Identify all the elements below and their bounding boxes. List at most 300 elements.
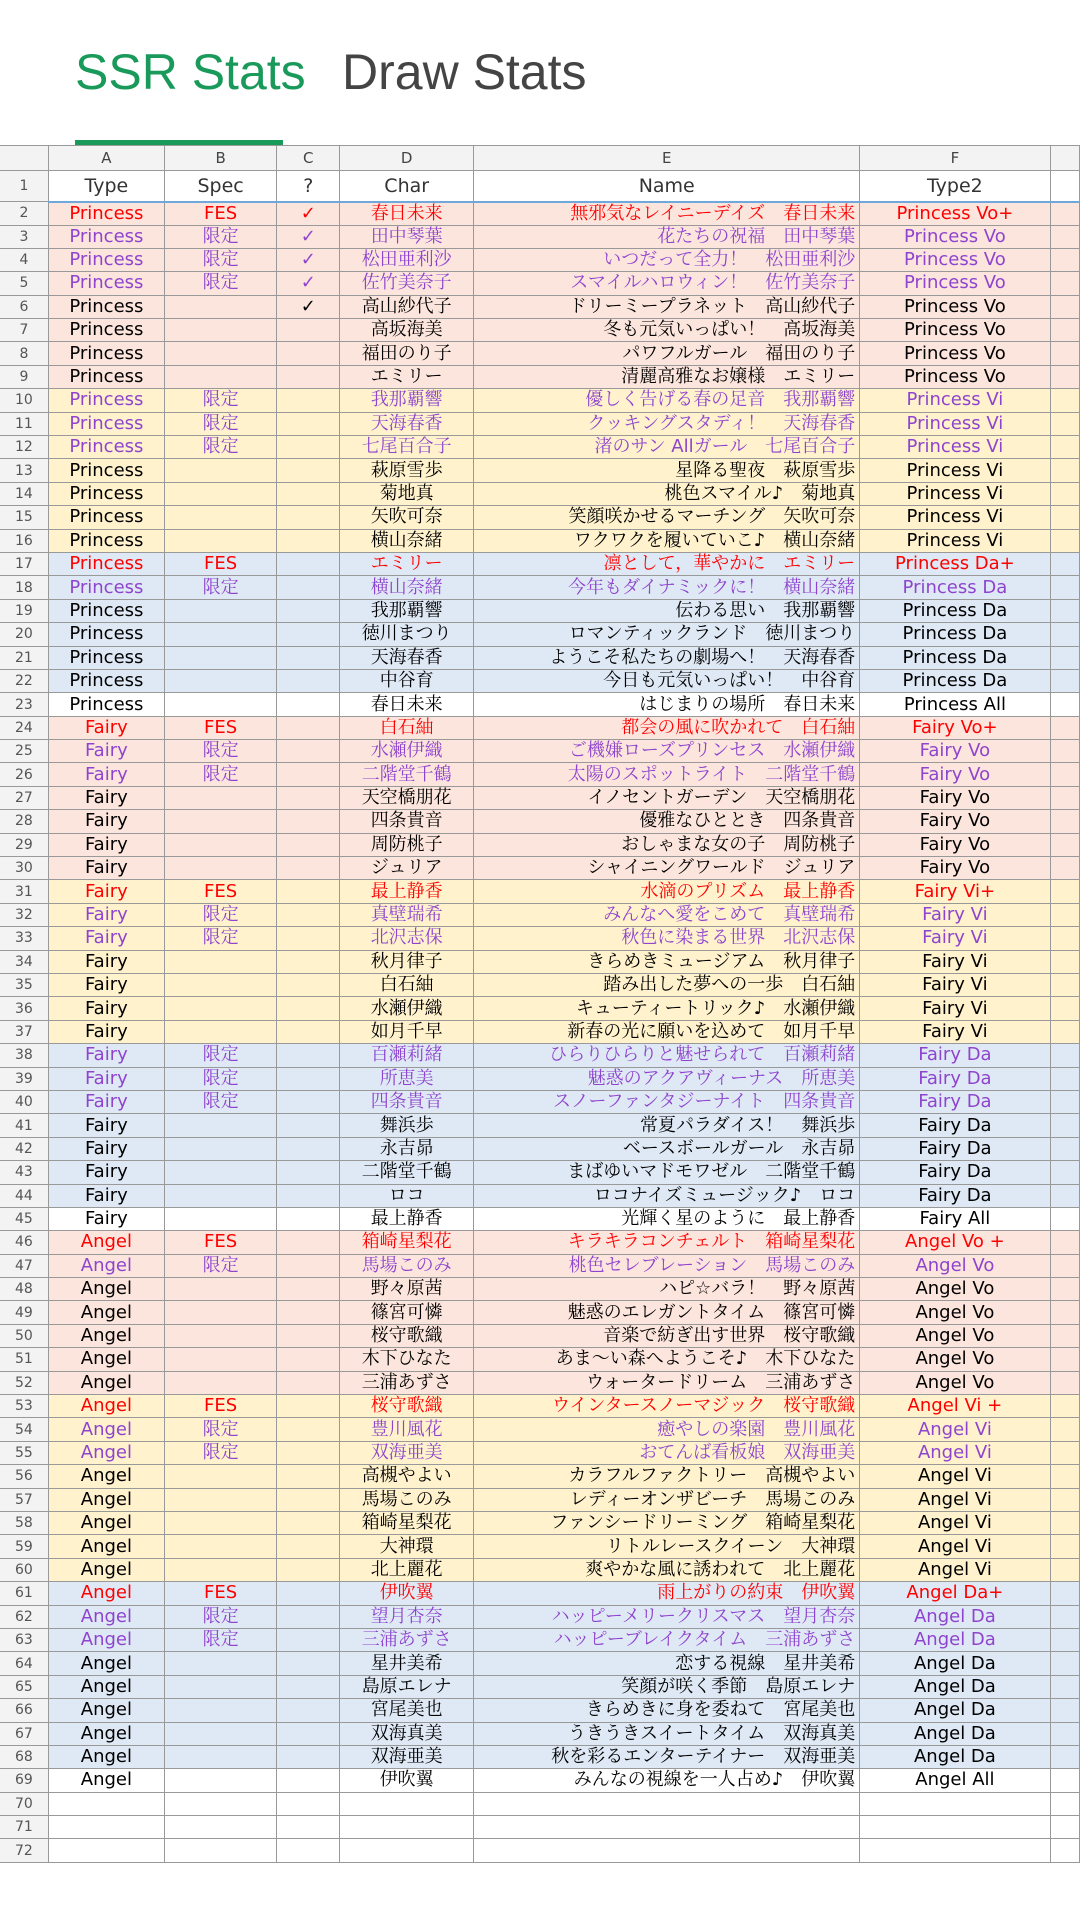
check-cell[interactable] — [277, 786, 340, 809]
type-cell[interactable]: Fairy — [48, 1184, 164, 1207]
row-number[interactable]: 72 — [0, 1839, 48, 1862]
name-cell[interactable]: 太陽のスポットライト 二階堂千鶴 — [474, 763, 860, 786]
name-cell[interactable]: 冬も元気いっぱい！ 高坂海美 — [474, 319, 860, 342]
char-cell[interactable]: 島原エレナ — [340, 1675, 474, 1698]
type2-cell[interactable]: Fairy Vi — [860, 974, 1050, 997]
type2-cell[interactable]: Fairy Vi — [860, 1020, 1050, 1043]
empty-cell[interactable] — [1050, 997, 1079, 1020]
row-number[interactable]: 55 — [0, 1441, 48, 1464]
column-header-extra[interactable] — [1050, 146, 1079, 170]
type-cell[interactable]: Fairy — [48, 1207, 164, 1230]
check-cell[interactable] — [277, 1722, 340, 1745]
spec-cell[interactable] — [164, 810, 276, 833]
type-cell[interactable]: Princess — [48, 623, 164, 646]
char-cell[interactable]: 天空橋朋花 — [340, 786, 474, 809]
spec-cell[interactable] — [164, 1184, 276, 1207]
name-cell[interactable]: カラフルファクトリー 高槻やよい — [474, 1465, 860, 1488]
type2-cell[interactable]: Princess All — [860, 693, 1050, 716]
row-number[interactable]: 29 — [0, 833, 48, 856]
empty-cell[interactable] — [1050, 1044, 1079, 1067]
char-cell[interactable]: 木下ひなた — [340, 1348, 474, 1371]
empty-cell[interactable] — [1050, 506, 1079, 529]
check-cell[interactable] — [277, 319, 340, 342]
empty-cell[interactable] — [277, 1839, 340, 1862]
char-cell[interactable]: 舞浜歩 — [340, 1114, 474, 1137]
type2-cell[interactable]: Fairy Vo — [860, 810, 1050, 833]
char-cell[interactable]: 双海亜美 — [340, 1745, 474, 1768]
name-cell[interactable]: 笑顔が咲く季節 島原エレナ — [474, 1675, 860, 1698]
empty-cell[interactable] — [1050, 693, 1079, 716]
type-cell[interactable]: Angel — [48, 1301, 164, 1324]
check-cell[interactable] — [277, 1044, 340, 1067]
spec-cell[interactable]: FES — [164, 1395, 276, 1418]
empty-cell[interactable] — [1050, 319, 1079, 342]
name-cell[interactable]: 爽やかな風に誘われて 北上麗花 — [474, 1558, 860, 1581]
empty-cell[interactable] — [1050, 1020, 1079, 1043]
empty-cell[interactable] — [1050, 1301, 1079, 1324]
spec-cell[interactable]: FES — [164, 552, 276, 575]
char-cell[interactable]: 箱崎星梨花 — [340, 1231, 474, 1254]
name-cell[interactable]: 凛として，華やかに エミリー — [474, 552, 860, 575]
row-number[interactable]: 20 — [0, 623, 48, 646]
char-cell[interactable]: 秋月律子 — [340, 950, 474, 973]
char-cell[interactable]: 矢吹可奈 — [340, 506, 474, 529]
row-number[interactable]: 25 — [0, 740, 48, 763]
name-cell[interactable]: 秋色に染まる世界 北沢志保 — [474, 927, 860, 950]
check-cell[interactable] — [277, 1488, 340, 1511]
char-cell[interactable]: 北沢志保 — [340, 927, 474, 950]
empty-cell[interactable] — [1050, 950, 1079, 973]
type-cell[interactable]: Angel — [48, 1699, 164, 1722]
spec-cell[interactable]: 限定 — [164, 436, 276, 459]
check-cell[interactable] — [277, 599, 340, 622]
empty-cell[interactable] — [1050, 716, 1079, 739]
empty-cell[interactable] — [1050, 1254, 1079, 1277]
type2-cell[interactable]: Fairy Vo+ — [860, 716, 1050, 739]
char-cell[interactable]: 三浦あずさ — [340, 1628, 474, 1651]
row-number[interactable]: 32 — [0, 903, 48, 926]
char-cell[interactable]: 松田亜利沙 — [340, 248, 474, 271]
spreadsheet[interactable] — [0, 145, 1080, 1921]
check-cell[interactable] — [277, 202, 340, 226]
name-cell[interactable]: 無邪気なレイニーデイズ 春日未来 — [474, 202, 860, 226]
type-cell[interactable]: Princess — [48, 482, 164, 505]
char-cell[interactable]: 横山奈緒 — [340, 529, 474, 552]
char-cell[interactable]: 大神環 — [340, 1535, 474, 1558]
spec-cell[interactable] — [164, 1207, 276, 1230]
empty-cell[interactable] — [1050, 295, 1079, 318]
row-number[interactable]: 4 — [0, 248, 48, 271]
name-cell[interactable]: 水滴のプリズム 最上静香 — [474, 880, 860, 903]
row-number[interactable]: 26 — [0, 763, 48, 786]
row-number[interactable]: 46 — [0, 1231, 48, 1254]
spec-cell[interactable] — [164, 1699, 276, 1722]
name-cell[interactable]: うきうきスイートタイム 双海真美 — [474, 1722, 860, 1745]
name-cell[interactable]: ご機嫌ローズプリンセス 水瀬伊織 — [474, 740, 860, 763]
name-cell[interactable]: 花たちの祝福 田中琴葉 — [474, 225, 860, 248]
char-cell[interactable]: 伊吹翼 — [340, 1769, 474, 1792]
empty-cell[interactable] — [1050, 1535, 1079, 1558]
type-cell[interactable]: Angel — [48, 1231, 164, 1254]
empty-cell[interactable] — [164, 1792, 276, 1815]
type-cell[interactable]: Angel — [48, 1745, 164, 1768]
empty-cell[interactable] — [1050, 623, 1079, 646]
empty-cell[interactable] — [1050, 365, 1079, 388]
row-number[interactable]: 14 — [0, 482, 48, 505]
type-cell[interactable]: Fairy — [48, 1161, 164, 1184]
type2-cell[interactable]: Princess Vi — [860, 412, 1050, 435]
row-number[interactable]: 23 — [0, 693, 48, 716]
name-cell[interactable]: 優しく告げる春の足音 我那覇響 — [474, 389, 860, 412]
type2-cell[interactable]: Angel Da — [860, 1745, 1050, 1768]
type2-cell[interactable]: Fairy Da — [860, 1137, 1050, 1160]
row-number[interactable]: 12 — [0, 436, 48, 459]
type-cell[interactable]: Fairy — [48, 1044, 164, 1067]
type2-cell[interactable]: Princess Da — [860, 576, 1050, 599]
empty-cell[interactable] — [1050, 646, 1079, 669]
empty-cell[interactable] — [1050, 763, 1079, 786]
check-cell[interactable] — [277, 997, 340, 1020]
spec-cell[interactable] — [164, 1465, 276, 1488]
spec-cell[interactable] — [164, 623, 276, 646]
char-cell[interactable]: 周防桃子 — [340, 833, 474, 856]
spec-cell[interactable]: 限定 — [164, 272, 276, 295]
row-number[interactable]: 36 — [0, 997, 48, 1020]
row-number[interactable]: 49 — [0, 1301, 48, 1324]
type2-cell[interactable]: Angel Vi — [860, 1511, 1050, 1534]
empty-cell[interactable] — [860, 1792, 1050, 1815]
spec-cell[interactable] — [164, 342, 276, 365]
name-cell[interactable]: 雨上がりの約束 伊吹翼 — [474, 1582, 860, 1605]
tab-draw-stats[interactable]: Draw Stats — [342, 44, 587, 100]
name-cell[interactable]: 清麗高雅なお嬢様 エミリー — [474, 365, 860, 388]
type-cell[interactable]: Fairy — [48, 950, 164, 973]
name-cell[interactable]: ロコナイズミュージック♪ ロコ — [474, 1184, 860, 1207]
empty-cell[interactable] — [1050, 1207, 1079, 1230]
row-number[interactable]: 63 — [0, 1628, 48, 1651]
empty-cell[interactable] — [474, 1816, 860, 1839]
check-cell[interactable] — [277, 623, 340, 646]
type2-cell[interactable]: Angel Vo — [860, 1254, 1050, 1277]
type2-cell[interactable]: Princess Da+ — [860, 552, 1050, 575]
name-cell[interactable]: きらめきに身を委ねて 宮尾美也 — [474, 1699, 860, 1722]
char-cell[interactable]: 我那覇響 — [340, 599, 474, 622]
char-cell[interactable]: 所恵美 — [340, 1067, 474, 1090]
row-number[interactable]: 48 — [0, 1278, 48, 1301]
empty-cell[interactable] — [1050, 1114, 1079, 1137]
type-cell[interactable]: Princess — [48, 272, 164, 295]
type2-cell[interactable]: Princess Vo — [860, 272, 1050, 295]
empty-cell[interactable] — [1050, 1348, 1079, 1371]
row-number[interactable]: 2 — [0, 202, 48, 226]
type-cell[interactable]: Angel — [48, 1254, 164, 1277]
type-cell[interactable]: Angel — [48, 1418, 164, 1441]
row-number[interactable]: 19 — [0, 599, 48, 622]
spec-cell[interactable] — [164, 950, 276, 973]
header-cell-name[interactable]: Name — [474, 170, 860, 202]
type2-cell[interactable]: Princess Da — [860, 646, 1050, 669]
spec-cell[interactable]: 限定 — [164, 1067, 276, 1090]
type2-cell[interactable]: Angel Vo — [860, 1324, 1050, 1347]
spec-cell[interactable]: 限定 — [164, 1605, 276, 1628]
empty-cell[interactable] — [1050, 1722, 1079, 1745]
empty-cell[interactable] — [1050, 974, 1079, 997]
empty-cell[interactable] — [1050, 1792, 1079, 1815]
type-cell[interactable]: Angel — [48, 1441, 164, 1464]
spec-cell[interactable] — [164, 295, 276, 318]
spec-cell[interactable]: 限定 — [164, 927, 276, 950]
row-number[interactable]: 37 — [0, 1020, 48, 1043]
check-cell[interactable] — [277, 1184, 340, 1207]
name-cell[interactable]: 都会の風に吹かれて 白石紬 — [474, 716, 860, 739]
type2-cell[interactable]: Princess Vi — [860, 459, 1050, 482]
empty-cell[interactable] — [1050, 225, 1079, 248]
spec-cell[interactable] — [164, 1511, 276, 1534]
type2-cell[interactable]: Fairy Da — [860, 1067, 1050, 1090]
check-cell[interactable] — [277, 1441, 340, 1464]
char-cell[interactable]: 馬場このみ — [340, 1488, 474, 1511]
check-cell[interactable] — [277, 1348, 340, 1371]
check-cell[interactable] — [277, 1699, 340, 1722]
name-cell[interactable]: あま〜い森へようこそ♪ 木下ひなた — [474, 1348, 860, 1371]
type-cell[interactable]: Princess — [48, 365, 164, 388]
row-number[interactable]: 41 — [0, 1114, 48, 1137]
type2-cell[interactable]: Fairy Vo — [860, 740, 1050, 763]
row-number[interactable]: 34 — [0, 950, 48, 973]
row-number[interactable]: 42 — [0, 1137, 48, 1160]
empty-cell[interactable] — [1050, 833, 1079, 856]
char-cell[interactable]: 箱崎星梨花 — [340, 1511, 474, 1534]
empty-cell[interactable] — [860, 1816, 1050, 1839]
row-number[interactable]: 44 — [0, 1184, 48, 1207]
name-cell[interactable]: 優雅なひととき 四条貴音 — [474, 810, 860, 833]
spec-cell[interactable] — [164, 365, 276, 388]
spec-cell[interactable]: 限定 — [164, 763, 276, 786]
type2-cell[interactable]: Angel Vo — [860, 1348, 1050, 1371]
empty-cell[interactable] — [1050, 552, 1079, 575]
column-header[interactable]: E — [474, 146, 860, 170]
check-cell[interactable] — [277, 459, 340, 482]
type-cell[interactable]: Fairy — [48, 1137, 164, 1160]
spec-cell[interactable]: 限定 — [164, 412, 276, 435]
check-cell[interactable] — [277, 1535, 340, 1558]
char-cell[interactable]: 二階堂千鶴 — [340, 1161, 474, 1184]
name-cell[interactable]: ロマンティックランド 徳川まつり — [474, 623, 860, 646]
type-cell[interactable]: Princess — [48, 202, 164, 226]
name-cell[interactable]: いつだって全力！ 松田亜利沙 — [474, 248, 860, 271]
char-cell[interactable]: 横山奈緒 — [340, 576, 474, 599]
char-cell[interactable]: 田中琴葉 — [340, 225, 474, 248]
spec-cell[interactable]: 限定 — [164, 389, 276, 412]
row-number[interactable]: 10 — [0, 389, 48, 412]
row-number[interactable]: 27 — [0, 786, 48, 809]
char-cell[interactable]: 春日未来 — [340, 693, 474, 716]
empty-cell[interactable] — [1050, 202, 1079, 226]
check-cell[interactable] — [277, 1395, 340, 1418]
char-cell[interactable]: 馬場このみ — [340, 1254, 474, 1277]
type2-cell[interactable]: Angel Da — [860, 1675, 1050, 1698]
check-cell[interactable] — [277, 1558, 340, 1581]
char-cell[interactable]: 高坂海美 — [340, 319, 474, 342]
check-cell[interactable] — [277, 1628, 340, 1651]
name-cell[interactable]: ファンシードリーミング 箱崎星梨花 — [474, 1511, 860, 1534]
type-cell[interactable]: Fairy — [48, 927, 164, 950]
type2-cell[interactable]: Princess Vo — [860, 225, 1050, 248]
name-cell[interactable]: 今日も元気いっぱい！ 中谷育 — [474, 669, 860, 692]
name-cell[interactable]: ひらりひらりと魅せられて 百瀬莉緒 — [474, 1044, 860, 1067]
name-cell[interactable]: 今年もダイナミックに！ 横山奈緒 — [474, 576, 860, 599]
row-number[interactable]: 40 — [0, 1090, 48, 1113]
type2-cell[interactable]: Angel Da — [860, 1605, 1050, 1628]
type-cell[interactable]: Fairy — [48, 786, 164, 809]
name-cell[interactable]: レディーオンザビーチ 馬場このみ — [474, 1488, 860, 1511]
name-cell[interactable]: スマイルハロウィン！ 佐竹美奈子 — [474, 272, 860, 295]
row-number[interactable]: 45 — [0, 1207, 48, 1230]
empty-cell[interactable] — [48, 1839, 164, 1862]
name-cell[interactable]: 恋する視線 星井美希 — [474, 1652, 860, 1675]
type2-cell[interactable]: Fairy Vo — [860, 763, 1050, 786]
type2-cell[interactable]: Angel Da+ — [860, 1582, 1050, 1605]
type-cell[interactable]: Angel — [48, 1558, 164, 1581]
type-cell[interactable]: Fairy — [48, 857, 164, 880]
empty-cell[interactable] — [1050, 436, 1079, 459]
name-cell[interactable]: ハッピーメリークリスマス 望月杏奈 — [474, 1605, 860, 1628]
char-cell[interactable]: 伊吹翼 — [340, 1582, 474, 1605]
check-cell[interactable] — [277, 342, 340, 365]
name-cell[interactable]: 魅惑のアクアヴィーナス 所恵美 — [474, 1067, 860, 1090]
type-cell[interactable]: Angel — [48, 1675, 164, 1698]
check-cell[interactable] — [277, 833, 340, 856]
char-cell[interactable]: 篠宮可憐 — [340, 1301, 474, 1324]
empty-cell[interactable] — [1050, 1769, 1079, 1792]
empty-cell[interactable] — [1050, 810, 1079, 833]
type-cell[interactable]: Fairy — [48, 1114, 164, 1137]
empty-cell[interactable] — [1050, 599, 1079, 622]
empty-cell[interactable] — [1050, 1161, 1079, 1184]
check-cell[interactable] — [277, 1067, 340, 1090]
type2-cell[interactable]: Angel Da — [860, 1722, 1050, 1745]
char-cell[interactable]: 天海春香 — [340, 646, 474, 669]
type2-cell[interactable]: Princess Vo — [860, 295, 1050, 318]
row-number[interactable]: 66 — [0, 1699, 48, 1722]
row-number[interactable]: 3 — [0, 225, 48, 248]
type-cell[interactable]: Princess — [48, 576, 164, 599]
type-cell[interactable]: Fairy — [48, 833, 164, 856]
spec-cell[interactable] — [164, 319, 276, 342]
spec-cell[interactable]: 限定 — [164, 740, 276, 763]
type-cell[interactable]: Princess — [48, 693, 164, 716]
spec-cell[interactable] — [164, 1348, 276, 1371]
row-number[interactable]: 5 — [0, 272, 48, 295]
check-cell[interactable] — [277, 693, 340, 716]
spec-cell[interactable] — [164, 1137, 276, 1160]
check-cell[interactable] — [277, 810, 340, 833]
type2-cell[interactable]: Angel Vi — [860, 1418, 1050, 1441]
char-cell[interactable]: 北上麗花 — [340, 1558, 474, 1581]
spec-cell[interactable] — [164, 997, 276, 1020]
type2-cell[interactable]: Fairy Vi — [860, 997, 1050, 1020]
char-cell[interactable]: 真壁瑞希 — [340, 903, 474, 926]
char-cell[interactable]: 佐竹美奈子 — [340, 272, 474, 295]
type2-cell[interactable]: Fairy Da — [860, 1161, 1050, 1184]
empty-cell[interactable] — [1050, 1067, 1079, 1090]
type2-cell[interactable]: Princess Da — [860, 669, 1050, 692]
char-cell[interactable]: 二階堂千鶴 — [340, 763, 474, 786]
spec-cell[interactable]: 限定 — [164, 903, 276, 926]
type2-cell[interactable]: Angel Vi — [860, 1465, 1050, 1488]
empty-cell[interactable] — [1050, 1745, 1079, 1768]
name-cell[interactable]: 音楽で紡ぎ出す世界 桜守歌織 — [474, 1324, 860, 1347]
check-cell[interactable] — [277, 1090, 340, 1113]
type-cell[interactable]: Princess — [48, 342, 164, 365]
header-cell-char[interactable]: Char — [340, 170, 474, 202]
char-cell[interactable]: 高槻やよい — [340, 1465, 474, 1488]
name-cell[interactable]: 渚のサン Allガール 七尾百合子 — [474, 436, 860, 459]
tab-ssr-stats[interactable]: SSR Stats — [75, 44, 306, 100]
type-cell[interactable]: Fairy — [48, 903, 164, 926]
type-cell[interactable]: Fairy — [48, 810, 164, 833]
type-cell[interactable]: Angel — [48, 1395, 164, 1418]
empty-cell[interactable] — [1050, 1324, 1079, 1347]
spec-cell[interactable] — [164, 529, 276, 552]
empty-cell[interactable] — [1050, 1488, 1079, 1511]
column-header[interactable]: A — [48, 146, 164, 170]
spec-cell[interactable]: 限定 — [164, 1044, 276, 1067]
empty-cell[interactable] — [1050, 412, 1079, 435]
type2-cell[interactable]: Princess Vo — [860, 248, 1050, 271]
name-cell[interactable]: ハッピーブレイクタイム 三浦あずさ — [474, 1628, 860, 1651]
char-cell[interactable]: 野々原茜 — [340, 1278, 474, 1301]
row-number[interactable]: 61 — [0, 1582, 48, 1605]
char-cell[interactable]: 最上静香 — [340, 1207, 474, 1230]
type-cell[interactable]: Princess — [48, 529, 164, 552]
spec-cell[interactable] — [164, 974, 276, 997]
empty-cell[interactable] — [277, 1792, 340, 1815]
empty-cell[interactable] — [1050, 1231, 1079, 1254]
row-number[interactable]: 52 — [0, 1371, 48, 1394]
type-cell[interactable]: Angel — [48, 1535, 164, 1558]
spec-cell[interactable] — [164, 1558, 276, 1581]
char-cell[interactable]: 七尾百合子 — [340, 436, 474, 459]
type-cell[interactable]: Princess — [48, 599, 164, 622]
type-cell[interactable]: Angel — [48, 1628, 164, 1651]
row-number[interactable]: 31 — [0, 880, 48, 903]
type-cell[interactable]: Princess — [48, 319, 164, 342]
check-cell[interactable] — [277, 1371, 340, 1394]
type2-cell[interactable]: Angel Vi — [860, 1535, 1050, 1558]
row-number[interactable]: 70 — [0, 1792, 48, 1815]
row-number[interactable]: 67 — [0, 1722, 48, 1745]
type-cell[interactable]: Princess — [48, 646, 164, 669]
select-all-corner[interactable] — [0, 146, 48, 170]
empty-cell[interactable] — [1050, 1395, 1079, 1418]
spec-cell[interactable] — [164, 1722, 276, 1745]
type-cell[interactable]: Angel — [48, 1582, 164, 1605]
empty-cell[interactable] — [1050, 1465, 1079, 1488]
row-number[interactable]: 56 — [0, 1465, 48, 1488]
check-cell[interactable] — [277, 365, 340, 388]
type-cell[interactable]: Fairy — [48, 997, 164, 1020]
spec-cell[interactable]: 限定 — [164, 1441, 276, 1464]
spec-cell[interactable]: 限定 — [164, 1254, 276, 1277]
spec-cell[interactable]: FES — [164, 880, 276, 903]
check-cell[interactable] — [277, 1020, 340, 1043]
empty-cell[interactable] — [1050, 1605, 1079, 1628]
empty-cell[interactable] — [1050, 1371, 1079, 1394]
type-cell[interactable]: Princess — [48, 436, 164, 459]
type-cell[interactable]: Angel — [48, 1278, 164, 1301]
spec-cell[interactable] — [164, 1675, 276, 1698]
